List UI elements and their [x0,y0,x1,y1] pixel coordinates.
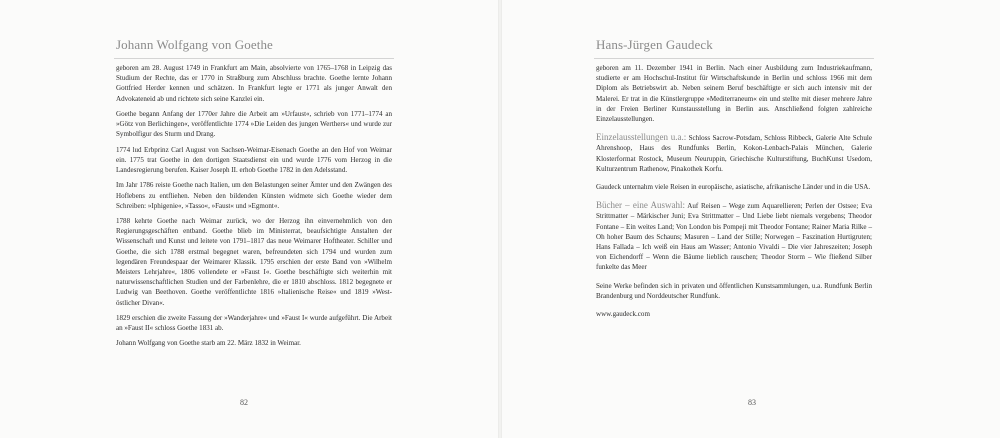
bio-paragraph: Goethe begann Anfang der 1770er Jahre die Arbeit am »Urfaust«, schrieb von 1771–1774 an »Götz von Berlichingen«, veröffentlichte 1774 »Die Leiden des jungen Werthers« und wurde zur Symbolfigur des Sturm und Drang. [116,109,392,139]
exhibitions-list: Schloss Sacrow-Potsdam, Schloss Ribbeck, Galerie Alte Schule Ahrenshoop, Haus des Rundfunks Berlin, Kokon-Lenbach-Palais München, Galerie Klosterformat Rostock, Museum Neuruppin, Griechische Kulturstiftung, BuchKunst Usedom, Kulturzentrum Rathenow, Pinakothek Korfu. [596,134,872,173]
right-heading-rule [594,58,874,59]
left-heading-rule [114,58,394,59]
exhibitions-label: Einzelausstellungen u.a.: [596,132,687,143]
website-link: www.gaudeck.com [596,310,650,319]
right-page-heading: Hans-Jürgen Gaudeck [596,37,713,52]
left-page [0,0,498,438]
bio-paragraph: 1829 erschien die zweite Fassung der »Wanderjahre« und »Faust I« wurde aufgeführt. Die Arbeit an »Faust II« schloss Goethe 1831 ab. [116,313,392,333]
books-label: Bücher – eine Auswahl: [596,200,685,211]
bio-paragraph: 1774 lud Erbprinz Carl August von Sachsen-Weimar-Eisenach Goethe an den Hof von Weimar ein. 1775 trat Goethe in den dortigen Staatsdienst ein und wurde 1776 vom Herzog in die Landesregierung berufen. Kaiser Joseph II. erhob Goethe 1782 in den Adelsstand. [116,145,392,175]
right-page [502,0,1000,438]
books-paragraph [596,200,872,272]
bio-paragraph: Im Jahr 1786 reiste Goethe nach Italien, um den Belastungen seiner Ämter und den Zwängen des Hoflebens zu entfliehen. Neben den bildenden Künsten widmete sich Goethe wieder dem Schreiben: »Iphigenie«, »Tasso«, »Faust« und »Egmont«. [116,181,392,210]
page-number-right: 83 [748,398,756,407]
books-list: Auf Reisen – Wege zum Aquarellieren; Perlen der Ostsee; Eva Strittmatter – Märkischer Juni; Eva Strittmatter – Und Liebe liebt niemals vergebens; Theodor Fontane – Ein weites Land; Von London bis Pompeji mit Theodor Fontane; Rainer Maria Rilke – Oh hoher Baum des Schauns; Masuren – Land der Stille; Norwegen – Faszination Hurtigruten; Hans Fallada – Ich weiß ein Haus am Wasser; Antonio Vivaldi – Die vier Jahreszeiten; Joseph von Eichendorff – Wenn die Bäume lieblich rauschen; Theodor Storm – Wie fließend Silber funkelte das Meer [596,202,872,272]
gaudeck-biography [596,63,872,324]
bio-paragraph: 1788 kehrte Goethe nach Weimar zurück, wo der Herzog ihn einvernehmlich von den Regierungsgeschäften entband. Goethe blieb im Ministerrat, beaufsichtigte Anstalten der Wissenschaft und Kunst und leitete von 1791–1817 das neue Weimarer Hoftheater. Schiller und Goethe, die sich 1788 erstmal begegnet waren, befreundeten sich 1794 und wurden zum legendären Freundespaar der Weimarer Klassik. 1795 erschien der erste Band von »Wilhelm Meisters Lehrjahre«, 1806 vollendete er »Faust I«. Goethe beschäftigte sich weiterhin mit naturwissenschaftlichen Studien und der Farbenlehre, die er 1810 abschloss. 1812 begegnete er Ludwig van Beethoven. Goethe veröffentlichte 1816 »Italienische Reise« und 1819 »West-östlicher Divan«. [116,217,392,307]
exhibitions-paragraph [596,132,872,174]
page-number-left: 82 [240,398,248,407]
left-page-heading: Johann Wolfgang von Goethe [116,37,273,52]
travel-paragraph: Gaudeck unternahm viele Reisen in europäische, asiatische, afrikanische Länder und in die USA. [596,183,871,192]
bio-intro: geboren am 11. Dezember 1941 in Berlin. Nach einer Ausbildung zum Industriekaufmann, studierte er am Hochschul-Institut für Wirtschaftskunde in Berlin und schloss 1966 mit dem Diplom als Betriebswirt ab. Neben seinem Beruf beschäftigte er sich auch intensiv mit der Malerei. Er trat in die Künstlergruppe »Mediterraneum« ein und stellte mit dieser mehrere Jahre in der Freien Berliner Kunstausstellung in Berlin aus. Anschließend folgten zahlreiche Einzelausstellungen. [596,64,872,124]
collections-paragraph: Seine Werke befinden sich in privaten und öffentlichen Kunstsammlungen, u.a. Rundfunk Berlin Brandenburg und Norddeutscher Rundfunk. [596,281,872,300]
goethe-biography [116,63,392,354]
bio-paragraph: geboren am 28. August 1749 in Frankfurt am Main, absolvierte von 1765–1768 in Leipzig das Studium der Rechte, das er 1770 in Straßburg zum Abschluss brachte. Goethe lernte Johann Gottfried Herder kennen und schätzen. In Frankfurt legte er 1771 als junger Anwalt den Advokateneid ab und richtete sich seine Kanzlei ein. [116,64,392,103]
bio-paragraph: Johann Wolfgang von Goethe starb am 22. März 1832 in Weimar. [116,339,301,348]
